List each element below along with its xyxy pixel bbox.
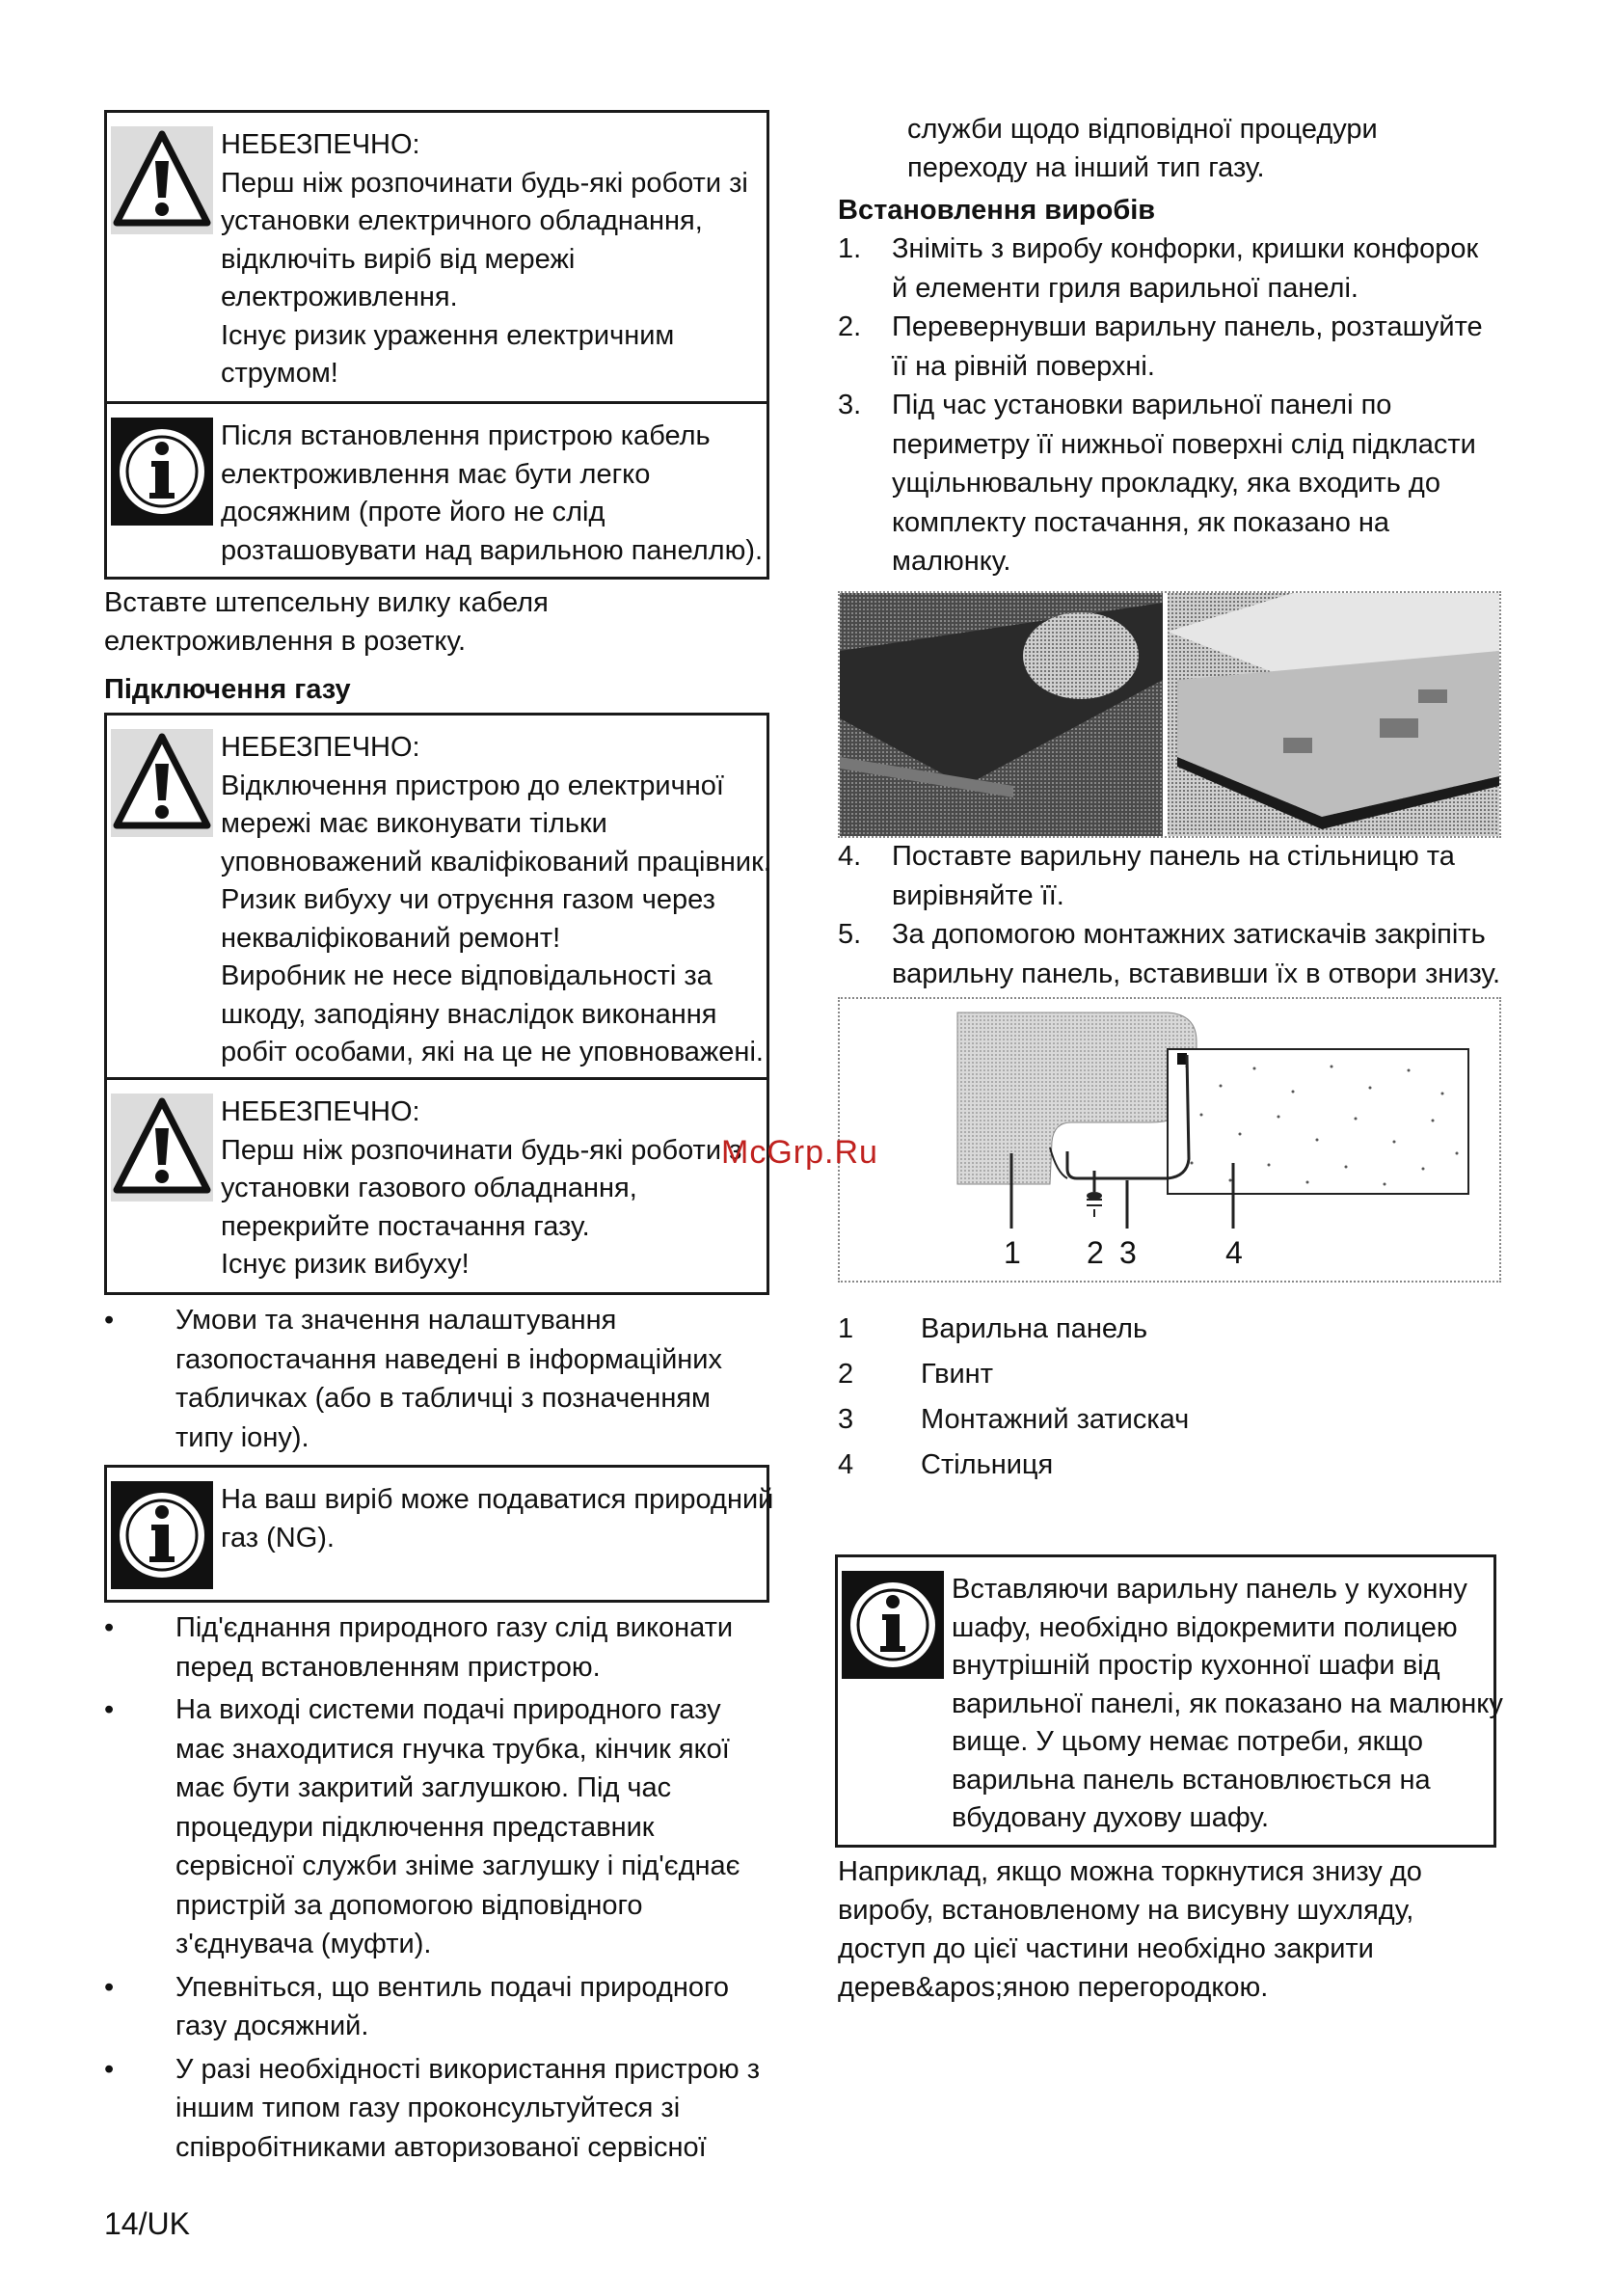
diagram-label-3: 3 xyxy=(1119,1235,1137,1270)
text-line: Поставте варильну панель на стільницю та xyxy=(892,841,1455,872)
text-line: шкоду, заподіяну внаслідок виконання xyxy=(221,998,717,1030)
box-lines xyxy=(221,165,753,393)
bullet-dot: • xyxy=(104,1305,115,1336)
text-line: перекрийте постачання газу. xyxy=(221,1210,590,1242)
text-line: газу досяжний. xyxy=(175,2011,369,2041)
info-box-natural-gas xyxy=(104,1465,774,1603)
text-line: розташовувати над варильною панеллю). xyxy=(221,534,764,566)
text-line: ущільнювальну прокладку, яка входить до xyxy=(892,468,1440,499)
text-line: вище. У цьому немає потреби, якщо xyxy=(952,1726,1423,1757)
text-line: доступ до цієї частини необхідно закрити xyxy=(838,1933,1374,1964)
text-line: Зніміть з виробу конфорки, кришки конфорок xyxy=(892,233,1479,264)
section-heading-gas: Підключення газу xyxy=(104,674,351,705)
clamp-diagram xyxy=(840,999,1499,1281)
step-number: 5. xyxy=(838,919,862,950)
text-line: За допомогою монтажних затискачів закріпіть xyxy=(892,919,1486,950)
bullet-item xyxy=(104,1968,769,2046)
text-line: типу іону). xyxy=(175,1421,309,1453)
text-line: Перш ніж розпочинати будь-які роботи з xyxy=(221,1134,742,1166)
danger-box-qualified xyxy=(104,713,769,1080)
text-line: табличках (або в табличці з позначенням xyxy=(175,1383,711,1414)
text-line: На ваш виріб може подаватися природний xyxy=(221,1484,774,1515)
box-title: НЕБЕЗПЕЧНО: xyxy=(221,1096,420,1127)
text-line: комплекту постачання, як показано на xyxy=(892,506,1390,538)
text-line: Вставляючи варильну панель у кухонну xyxy=(952,1574,1467,1605)
text-line: дерев&apos;яною перегородкою. xyxy=(838,1972,1269,2003)
left-column xyxy=(104,110,774,2167)
steps-list-b xyxy=(838,837,1532,993)
text-line: електроживлення має бути легко xyxy=(221,458,651,490)
text-line: Виробник не несе відповідальності за xyxy=(221,960,713,991)
text-line: Ризик вибуху чи отруєння газом через xyxy=(221,884,715,915)
step-number: 1. xyxy=(838,233,862,264)
text-line: електроживлення в розетку. xyxy=(104,626,467,657)
gasket-photo xyxy=(840,593,1499,836)
text-line: вирівняйте її. xyxy=(892,879,1064,911)
continuation-paragraph xyxy=(838,110,1532,187)
text-line: сервісної служби зніме заглушку і під'єднає xyxy=(175,1850,740,1881)
warning-triangle-icon xyxy=(111,1094,213,1202)
legend-text: Гвинт xyxy=(921,1359,993,1390)
text-line: робіт особами, які на це не уповноважені. xyxy=(221,1037,764,1067)
text-line: співробітниками авторизованої сервісної xyxy=(175,2131,707,2163)
box-title: НЕБЕЗПЕЧНО: xyxy=(221,732,420,763)
clamp-diagram-figure xyxy=(838,997,1501,1283)
steps-list-a xyxy=(838,230,1532,581)
info-icon xyxy=(842,1571,944,1679)
text-line: Упевніться, що вентиль подачі природного xyxy=(175,1971,730,2003)
gasket-photo-figure xyxy=(838,591,1501,838)
bullet-lines xyxy=(175,1608,769,1687)
text-line: електроживлення. xyxy=(221,282,458,312)
step-number: 2. xyxy=(838,311,862,342)
legend-number: 3 xyxy=(838,1404,854,1435)
text-line: пристрій за допомогою відповідного xyxy=(175,1889,643,1921)
box-title: НЕБЕЗПЕЧНО: xyxy=(221,129,420,160)
text-line: шафу, необхідно відокремити полицею xyxy=(952,1611,1458,1643)
text-line: служби щодо відповідної процедури xyxy=(907,114,1378,145)
text-line: На виході системи подачі природного газу xyxy=(175,1694,721,1725)
text-line: Після встановлення пристрою кабель xyxy=(221,420,711,451)
text-line: газопостачання наведені в інформаційних xyxy=(175,1343,723,1375)
text-line: некваліфікований ремонт! xyxy=(221,922,561,954)
info-box-cable xyxy=(104,404,769,580)
bullet-dot: • xyxy=(104,1971,115,2003)
text-line: варильну панель, вставивши їх в отвори знизу. xyxy=(892,958,1501,989)
section-heading-install: Встановлення виробів xyxy=(838,195,1156,226)
text-line: вбудовану духову шафу. xyxy=(952,1802,1270,1833)
text-line: має бути закритий заглушкою. Під час xyxy=(175,1772,672,1803)
text-line: У разі необхідності використання пристрою з xyxy=(175,2053,761,2085)
info-icon xyxy=(111,1481,213,1589)
text-line: газ (NG). xyxy=(221,1522,335,1553)
danger-box-gas-supply xyxy=(104,1080,769,1295)
danger-box-electrical xyxy=(104,110,769,404)
legend-number: 1 xyxy=(838,1313,854,1344)
bullet-dot: • xyxy=(104,1694,115,1725)
text-line: периметру її нижньої поверхні слід підкласти xyxy=(892,428,1476,460)
text-line: Відключення пристрою до електричної xyxy=(221,770,724,801)
page-number: 14/UK xyxy=(104,2206,190,2241)
text-line: Перевернувши варильну панель, розташуйте xyxy=(892,311,1483,342)
bullet-item xyxy=(104,1301,769,1457)
bullet-item xyxy=(104,2050,769,2168)
text-line: має знаходитися гнучка трубка, кінчик якої xyxy=(175,1733,730,1765)
warning-triangle-icon xyxy=(111,729,213,837)
text-line: перед встановленням пристрою. xyxy=(175,1651,601,1683)
text-line: уповноважений кваліфікований працівник. xyxy=(221,846,771,878)
text-line: досяжним (проте його не слід xyxy=(221,497,605,527)
box-lines xyxy=(221,1481,774,1557)
text-line: Під'єднання природного газу слід виконати xyxy=(175,1612,734,1643)
text-line: виробу, встановленому на висувну шухляду, xyxy=(838,1895,1414,1926)
diagram-label-4: 4 xyxy=(1225,1235,1243,1270)
numbered-step xyxy=(838,837,1532,915)
numbered-step xyxy=(838,308,1532,386)
text-line: з'єднувача (муфти). xyxy=(175,1929,432,1959)
text-line: варильна панель встановлюється на xyxy=(952,1764,1431,1796)
info-box-cabinet xyxy=(835,1554,1503,1848)
bullet-dot: • xyxy=(104,2053,115,2085)
legend-number: 2 xyxy=(838,1359,854,1390)
legend-number: 4 xyxy=(838,1449,854,1480)
text-line: переходу на інший тип газу. xyxy=(907,152,1265,183)
text-line: процедури підключення представник xyxy=(175,1811,655,1843)
legend-text: Монтажний затискач xyxy=(921,1404,1190,1435)
text-line: Наприклад, якщо можна торкнутися знизу до xyxy=(838,1856,1422,1887)
numbered-step xyxy=(838,386,1532,581)
bullet-item xyxy=(104,1608,769,1687)
text-line: варильної панелі, як показано на малюнку xyxy=(952,1688,1503,1719)
text-line: Умови та значення налаштування xyxy=(175,1305,617,1336)
text-line: відключіть виріб від мережі xyxy=(221,243,576,275)
text-line: й елементи гриля варильної панелі. xyxy=(892,272,1358,304)
text-line: її на рівній поверхні. xyxy=(892,350,1155,382)
box-lines xyxy=(952,1571,1503,1838)
bullet-lines xyxy=(175,2050,769,2168)
right-column xyxy=(838,110,1532,581)
diagram-legend xyxy=(838,1310,1416,1491)
legend-text: Варильна панель xyxy=(921,1313,1148,1344)
text-line: внутрішній простір кухонної шафи від xyxy=(952,1650,1440,1681)
text-line: Існує ризик ураження електричним xyxy=(221,319,675,351)
box-lines xyxy=(221,1132,753,1284)
legend-item xyxy=(838,1445,1416,1491)
bullet-item xyxy=(104,1690,769,1964)
legend-item xyxy=(838,1310,1416,1355)
diagram-label-1: 1 xyxy=(1004,1235,1021,1270)
bullet-lines xyxy=(175,1690,769,1964)
text-line: струмом! xyxy=(221,358,338,389)
text-line: мережі має виконувати тільки xyxy=(221,808,607,839)
drawer-paragraph xyxy=(838,1852,1532,2007)
warning-triangle-icon xyxy=(111,126,213,234)
box-lines xyxy=(221,418,764,570)
info-icon xyxy=(111,418,213,526)
text-line: установки газового обладнання, xyxy=(221,1173,637,1203)
numbered-step xyxy=(838,915,1532,993)
step-number: 4. xyxy=(838,841,862,872)
legend-text: Стільниця xyxy=(921,1449,1054,1480)
box-lines xyxy=(221,768,771,1072)
text-line: Існує ризик вибуху! xyxy=(221,1249,470,1280)
plug-paragraph xyxy=(104,583,769,661)
legend-item xyxy=(838,1355,1416,1400)
text-line: Вставте штепсельну вилку кабеля xyxy=(104,587,549,618)
text-line: установки електричного обладнання, xyxy=(221,205,703,236)
step-number: 3. xyxy=(838,390,862,420)
diagram-label-2: 2 xyxy=(1087,1235,1104,1270)
text-line: Перш ніж розпочинати будь-які роботи зі xyxy=(221,167,748,199)
bullet-lines xyxy=(175,1301,769,1457)
right-column-lower xyxy=(838,837,1532,993)
watermark: McGrp.Ru xyxy=(721,1134,878,1171)
text-line: малюнку. xyxy=(892,546,1011,577)
bullet-dot: • xyxy=(104,1612,115,1643)
text-line: Під час установки варильної панелі по xyxy=(892,390,1392,420)
legend-item xyxy=(838,1400,1416,1445)
numbered-step xyxy=(838,230,1532,308)
text-line: іншим типом газу проконсультуйтеся зі xyxy=(175,2093,681,2123)
bullet-lines xyxy=(175,1968,769,2046)
